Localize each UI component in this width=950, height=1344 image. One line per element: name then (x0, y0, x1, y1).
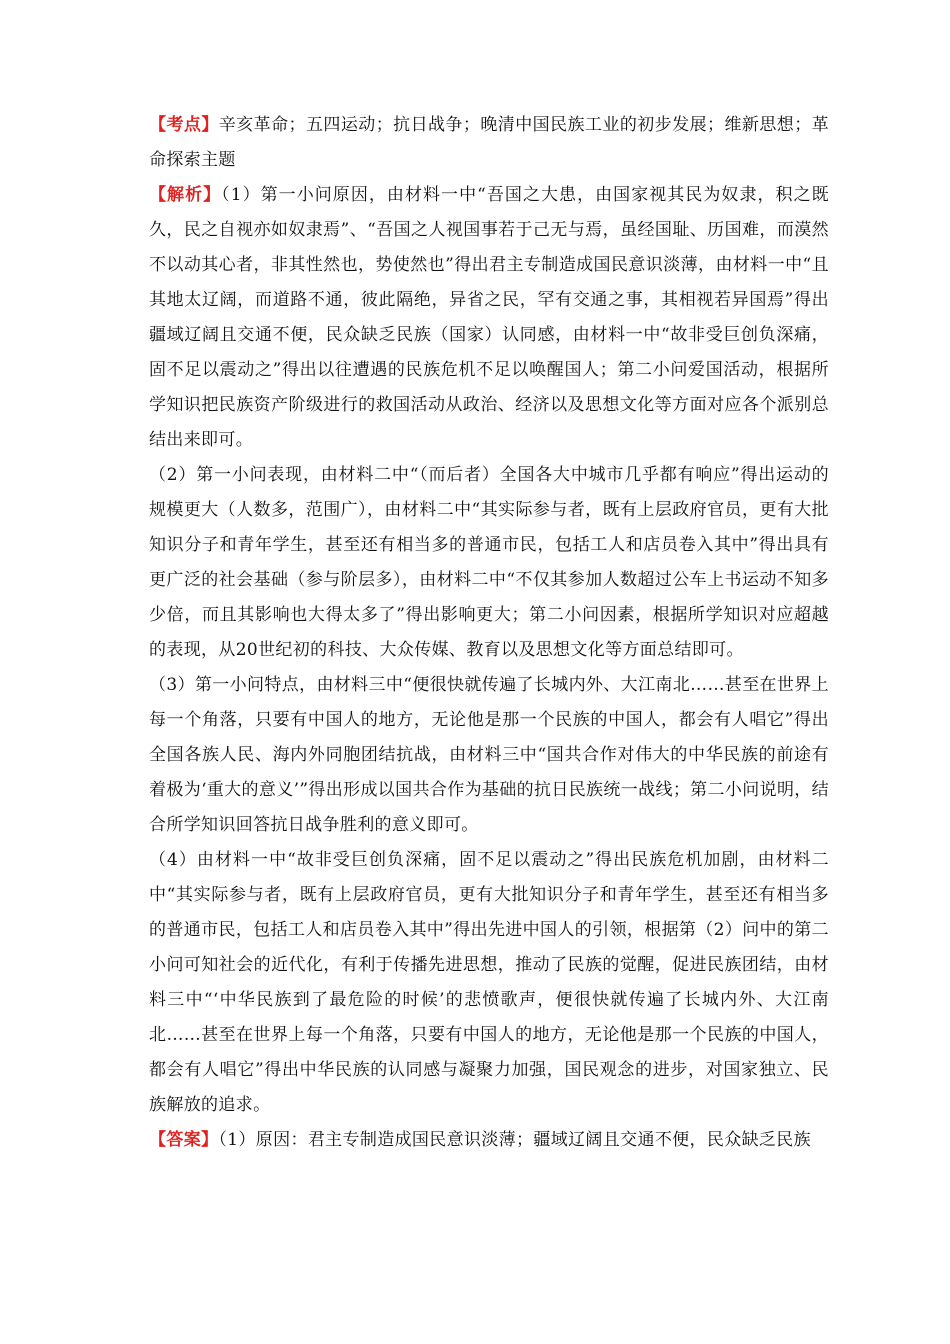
jiexi-part-3 (149, 668, 829, 843)
document-body (149, 108, 829, 1158)
section-tag-label: 【考点】 (149, 115, 219, 135)
text-line: 知识分子和青年学生，甚至还有相当多的普通市民，包括工人和店员卷入其中”得出具有更 (149, 535, 829, 590)
text-line: 至在世界上每一个角落，只要有中国人的地方，无论他是那一个民族的中国人，都会有人唱 (149, 1025, 829, 1080)
daan-section (149, 1123, 829, 1158)
text-line: （1）原因：君主专制造成国民意识淡薄；疆域辽阔且交通不便，民众缺乏民族 (218, 1130, 811, 1150)
text-line: （3）第一小问特点，由材料三中“便很快就传遍了长城内外、大江南北……甚至在世界上 (149, 675, 829, 695)
text-line: 国各族人民、海内外同胞团结抗战，由材料三中“国共合作对伟大的中华民族的前途有着极 (149, 745, 829, 800)
text-line: 现，从20世纪初的科技、大众传媒、教育以及思想文化等方面总结即可。 (183, 640, 744, 660)
kaodian-section (149, 108, 829, 178)
text-line: 民之自视亦如奴隶焉”、“吾国之人视国事若于己无与焉，虽经国耻、历国难，而漠然不以 (149, 220, 829, 275)
jiexi-part-2 (149, 458, 829, 668)
text-line: 所学知识回答抗日战争胜利的意义即可。 (166, 815, 479, 835)
text-line: 规模更大（人数多，范围广），由材料二中“其实际参与者，既有上层政府官员，更有大批 (149, 500, 829, 520)
text-line: 震动之”得出以往遭遇的民族危机不足以唤醒国人；第二小问爱国活动，根据所学知识把民 (149, 360, 829, 415)
text-line: 为‘重大的意义’”得出形成以国共合作为基础的抗日民族统一战线；第二小问说明，结合 (149, 780, 829, 835)
text-line: 倍，而且其影响也大得太多了”得出影响更大；第二小问因素，根据所学知识对应超越的表 (149, 605, 829, 660)
text-line: 阔且交通不便，民众缺乏民族（国家）认同感，由材料一中“故非受巨创负深痛，固不足以 (149, 325, 829, 380)
text-line: 动其心者，非其性然也，势使然也”得出君主专制造成国民意识淡薄，由材料一中“且其地 (149, 255, 829, 310)
text-line: 辛亥革命；五四运动；抗日战争；晚清中国民族工业的初步发展；维新思想；革命 (149, 115, 830, 170)
text-line: （4）由材料一中“故非受巨创负深痛，固不足以震动之”得出民族危机加剧，由材料二中 (149, 850, 829, 905)
section-tag-label: 【解析】 (149, 185, 222, 205)
text-line: 族资产阶级进行的救国活动从政治、经济以及思想文化等方面对应各个派别总结出来即可。 (149, 395, 830, 450)
jiexi-part-4 (149, 843, 829, 1123)
text-line: 它”得出中华民族的认同感与凝聚力加强，国民观念的进步，对国家独立、民族解放的追求。 (149, 1060, 830, 1115)
text-line: 广泛的社会基础（参与阶层多），由材料二中“不仅其参加人数超过公车上书运动不知多少 (149, 570, 829, 625)
jiexi-part-1 (149, 178, 829, 458)
text-line: 通市民，包括工人和店员卷入其中”得出先进中国人的引领，根据第（2）问中的第二小问 (149, 920, 829, 975)
text-line: （1）第一小问原因，由材料一中“吾国之大患，由国家视其民为奴隶，积之既久， (149, 185, 829, 240)
text-line: “其实际参与者，既有上层政府官员，更有大批知识分子和青年学生，甚至还有相当多的普 (149, 885, 829, 940)
text-line: 可知社会的近代化，有利于传播先进思想，推动了民族的觉醒，促进民族团结，由材料三中 (149, 955, 830, 1010)
text-line: （2）第一小问表现，由材料二中“（而后者）全国各大中城市几乎都有响应”得出运动的 (149, 465, 829, 485)
text-line: 每一个角落，只要有中国人的地方，无论他是那一个民族的中国人，都会有人唱它”得出全 (149, 710, 829, 765)
text-line: 太辽阔，而道路不通，彼此隔绝，异省之民，罕有交通之事，其相视若异国焉”得出疆域辽 (149, 290, 830, 345)
section-tag-label: 【答案】 (149, 1130, 219, 1150)
text-line: “‘中华民族到了最危险的时候’的悲愤歌声，便很快就传遍了长城内外、大江南北……甚 (149, 990, 829, 1045)
text-line: 探索主题 (166, 150, 236, 170)
